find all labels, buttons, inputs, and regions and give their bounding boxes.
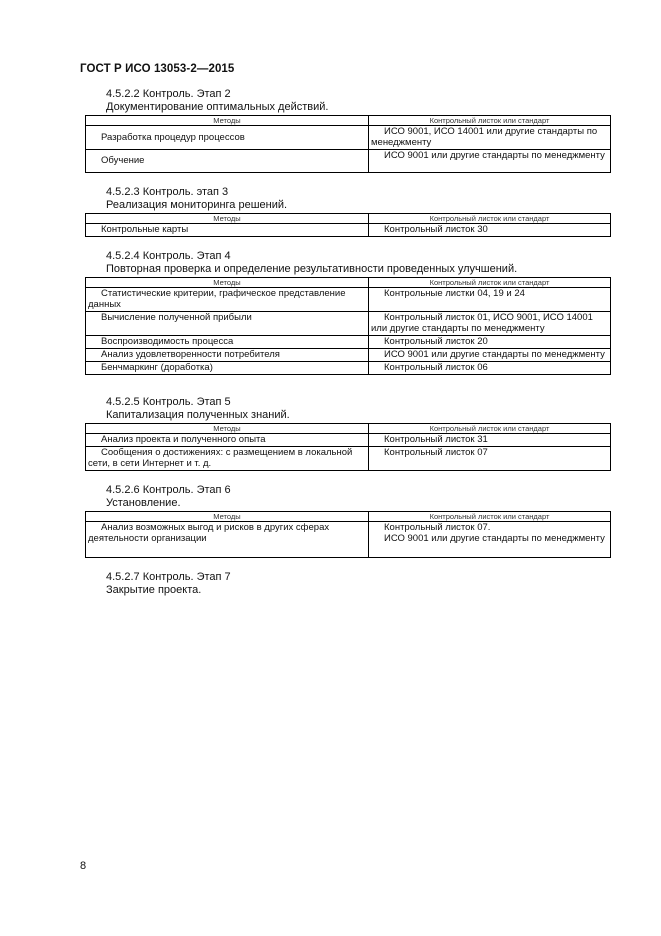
section-4-5-2-7 bbox=[85, 571, 610, 597]
section-title: Реализация мониторинга решений. bbox=[106, 199, 288, 211]
column-header-checklist: Контрольный листок или стандарт bbox=[369, 278, 611, 288]
table-row bbox=[86, 150, 611, 173]
method-cell: Разработка процедур процессов bbox=[101, 131, 245, 143]
methods-table bbox=[85, 511, 611, 558]
table-row bbox=[86, 336, 611, 349]
column-header-methods: Методы bbox=[86, 278, 369, 288]
method-cell: Воспроизводимость процесса bbox=[101, 336, 234, 347]
section-title: Документирование оптимальных действий. bbox=[106, 101, 329, 113]
checklist-cell: ИСО 9001, ИСО 14001 или другие стандарты по менеджменту bbox=[371, 126, 598, 148]
column-header-checklist: Контрольный листок или стандарт bbox=[369, 214, 611, 224]
section-4-5-2-4 bbox=[85, 250, 610, 375]
method-cell: Сообщения о достижениях: с размещением в локальной сети, в сети Интернет и т. д. bbox=[88, 447, 353, 469]
table-row bbox=[86, 522, 611, 558]
section-number: 4.5.2.5 Контроль. Этап 5 bbox=[106, 396, 231, 408]
methods-table bbox=[85, 213, 611, 237]
table-row bbox=[86, 349, 611, 362]
table-row bbox=[86, 312, 611, 336]
column-header-checklist: Контрольный листок или стандарт bbox=[369, 116, 611, 126]
section-title: Закрытие проекта. bbox=[106, 584, 202, 596]
table-row bbox=[86, 434, 611, 447]
column-header-checklist: Контрольный листок или стандарт bbox=[369, 512, 611, 522]
column-header-methods: Методы bbox=[86, 424, 369, 434]
document-header: ГОСТ Р ИСО 13053-2—2015 bbox=[80, 63, 235, 75]
section-title: Капитализация полученных знаний. bbox=[106, 409, 290, 421]
table-row bbox=[86, 224, 611, 237]
column-header-methods: Методы bbox=[86, 116, 369, 126]
section-4-5-2-3 bbox=[85, 186, 610, 237]
checklist-cell: Контрольный листок 07. bbox=[384, 522, 491, 533]
checklist-cell: ИСО 9001 или другие стандарты по менеджменту bbox=[384, 150, 605, 161]
checklist-cell: Контрольный листок 20 bbox=[384, 336, 488, 347]
method-cell: Бенчмаркинг (доработка) bbox=[101, 362, 213, 373]
section-number: 4.5.2.7 Контроль. Этап 7 bbox=[106, 571, 231, 583]
checklist-cell: Контрольный листок 07 bbox=[384, 447, 488, 458]
checklist-cell: Контрольные листки 04, 19 и 24 bbox=[384, 288, 525, 299]
method-cell: Анализ проекта и полученного опыта bbox=[101, 434, 266, 445]
page-number: 8 bbox=[80, 860, 87, 872]
checklist-cell: ИСО 9001 или другие стандарты по менеджменту bbox=[384, 533, 605, 544]
column-header-methods: Методы bbox=[86, 214, 369, 224]
section-4-5-2-6 bbox=[85, 484, 610, 558]
section-title: Повторная проверка и определение результативности проведенных улучшений. bbox=[106, 263, 518, 275]
table-row bbox=[86, 447, 611, 471]
section-number: 4.5.2.2 Контроль. Этап 2 bbox=[106, 88, 231, 100]
method-cell: Анализ возможных выгод и рисков в других сферах деятельности организации bbox=[88, 522, 330, 544]
checklist-cell: Контрольный листок 06 bbox=[384, 362, 488, 373]
section-4-5-2-5 bbox=[85, 396, 610, 471]
methods-table bbox=[85, 277, 611, 375]
column-header-checklist: Контрольный листок или стандарт bbox=[369, 424, 611, 434]
checklist-cell: ИСО 9001 или другие стандарты по менеджменту bbox=[384, 349, 605, 360]
method-cell: Анализ удовлетворенности потребителя bbox=[101, 349, 280, 360]
methods-table bbox=[85, 423, 611, 471]
checklist-cell: Контрольный листок 30 bbox=[384, 224, 488, 235]
checklist-cell: Контрольный листок 31 bbox=[384, 434, 488, 445]
section-number: 4.5.2.3 Контроль. этап 3 bbox=[106, 186, 229, 198]
table-row bbox=[86, 362, 611, 375]
method-cell: Обучение bbox=[101, 155, 145, 166]
method-cell: Вычисление полученной прибыли bbox=[101, 312, 252, 323]
table-row bbox=[86, 126, 611, 150]
section-title: Установление. bbox=[106, 497, 181, 509]
section-4-5-2-2 bbox=[85, 88, 610, 173]
methods-table bbox=[85, 115, 611, 173]
section-number: 4.5.2.6 Контроль. Этап 6 bbox=[106, 484, 231, 496]
checklist-cell: Контрольный листок 01, ИСО 9001, ИСО 14001 или другие стандарты по менеджменту bbox=[371, 312, 593, 334]
method-cell: Контрольные карты bbox=[101, 224, 189, 235]
section-number: 4.5.2.4 Контроль. Этап 4 bbox=[106, 250, 231, 262]
column-header-methods: Методы bbox=[86, 512, 369, 522]
table-row bbox=[86, 288, 611, 312]
method-cell: Статистические критерии, графическое представление данных bbox=[88, 288, 346, 310]
